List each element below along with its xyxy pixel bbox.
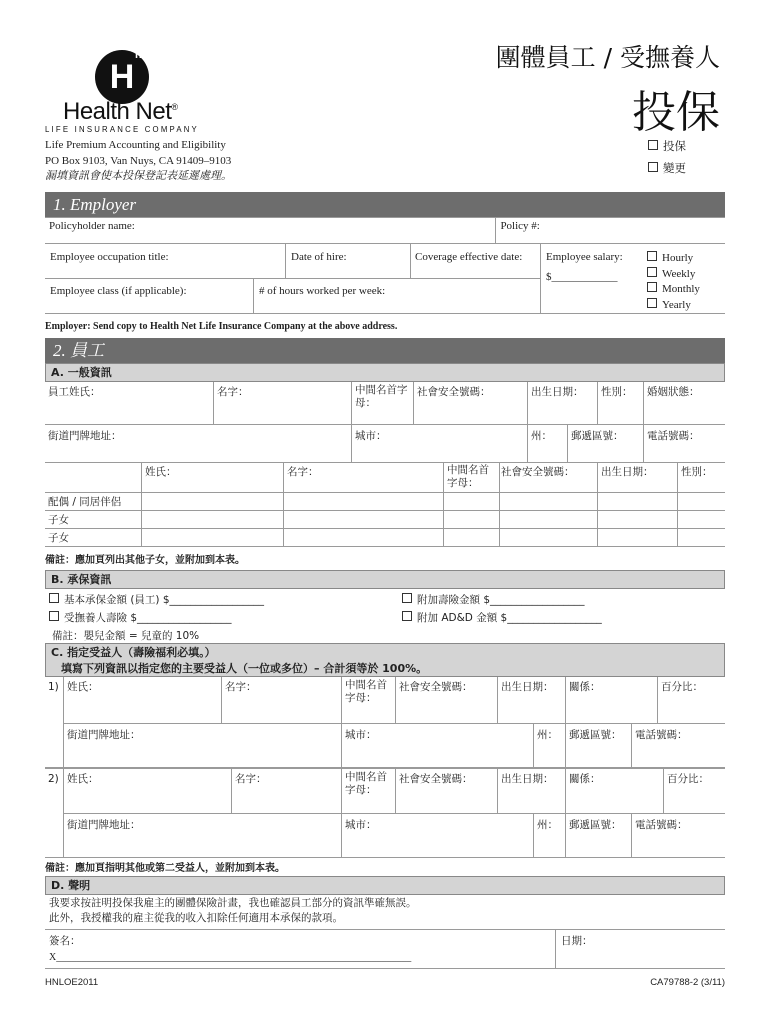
ben1-percent-field[interactable]: 百分比： [661, 681, 703, 693]
section-employer-heading: 1. Employer [45, 192, 725, 217]
form-title: 團體員工 / 受撫養人 [495, 43, 720, 72]
ben1-middle-field[interactable]: 中間名首字母： [345, 679, 387, 704]
checkbox-icon[interactable] [648, 162, 658, 172]
checkbox-icon[interactable] [402, 593, 412, 603]
freq-hourly[interactable]: Hourly [647, 251, 700, 267]
section-b-heading: B. 承保資訊 [45, 570, 725, 589]
dep-row-child2: 子女 [48, 532, 69, 544]
infant-memo: 備註：嬰兒金額 = 兒童的 10% [52, 630, 200, 642]
employer-note: Employer: Send copy to Health Net Life Insurance Company at the above address. [45, 321, 398, 332]
dep-row-spouse: 配偶 / 同居伴侶 [48, 496, 122, 508]
dep-row-child1: 子女 [48, 514, 69, 526]
address-line2: PO Box 9103, Van Nuys, CA 91409–9103 [45, 154, 232, 167]
dep-ssn-header: 社會安全號碼： [501, 466, 575, 478]
ben2-lastname-field[interactable]: 姓氏： [67, 773, 99, 785]
employee-lastname-field[interactable]: 員工姓氏： [48, 386, 101, 398]
ben2-percent-field[interactable]: 百分比： [667, 773, 709, 785]
employee-state-field[interactable]: 州： [531, 430, 552, 442]
dep-firstname-header: 名字： [287, 466, 319, 478]
checkbox-icon[interactable] [647, 298, 657, 308]
basic-amount-field[interactable]: 基本承保金額 (員工) $__________________ [49, 592, 264, 607]
ben1-street-field[interactable]: 街道門牌地址： [67, 729, 141, 741]
ben2-phone-field[interactable]: 電話號碼： [635, 819, 688, 831]
ben1-dob-field[interactable]: 出生日期： [501, 681, 554, 693]
health-net-logo [45, 45, 260, 140]
logo-superscript: n [135, 49, 142, 61]
ben1-zip-field[interactable]: 郵遞區號： [569, 729, 622, 741]
employee-class-field[interactable]: Employee class (if applicable): [50, 285, 187, 297]
employee-middle-field[interactable]: 中間名首字母： [355, 384, 408, 409]
hire-date-field[interactable]: Date of hire: [291, 251, 347, 263]
dependents-table [45, 462, 725, 547]
footer-form-code: HNLOE2011 [45, 977, 99, 988]
ben2-firstname-field[interactable]: 名字： [235, 773, 267, 785]
declaration-line2: 此外，我授權我的雇主從我的收入扣除任何適用本承保的款項。 [49, 912, 343, 924]
ben1-relation-field[interactable]: 關係： [569, 681, 601, 693]
employer-row2 [45, 243, 725, 314]
salary-line[interactable]: $____________ [546, 271, 618, 283]
adnd-field[interactable]: 附加 AD&D 金額 $__________________ [402, 610, 602, 625]
ben2-street-field[interactable]: 街道門牌地址： [67, 819, 141, 831]
logo-name: Health Net® [63, 98, 178, 125]
option-enroll[interactable]: 投保 [648, 138, 686, 154]
employer-table [45, 217, 725, 244]
employee-zip-field[interactable]: 郵遞區號： [571, 430, 624, 442]
checkbox-icon[interactable] [647, 282, 657, 292]
dep-sex-header: 性別： [681, 466, 713, 478]
section-c-instructions: 填寫下列資訊以指定您的主要受益人（一位或多位）– 合計須等於 100%。 [61, 662, 428, 675]
footer-doc-number: CA79788-2 (3/11) [650, 977, 725, 988]
policy-number-field[interactable]: Policy #: [496, 218, 725, 244]
ben1-lastname-field[interactable]: 姓氏： [67, 681, 99, 693]
employee-street-field[interactable]: 街道門牌地址： [48, 430, 122, 442]
supplemental-life-field[interactable]: 附加壽險金額 $__________________ [402, 592, 585, 607]
employee-ssn-field[interactable]: 社會安全號碼： [417, 386, 491, 398]
employee-city-field[interactable]: 城市： [355, 430, 387, 442]
beneficiary-1-number: 1) [48, 681, 59, 693]
signature-row [45, 929, 725, 969]
employee-info-block [45, 382, 725, 463]
ben1-state-field[interactable]: 州： [537, 729, 558, 741]
section-c-title: C. 指定受益人（壽險福利必填。） [51, 646, 216, 659]
checkbox-icon[interactable] [49, 593, 59, 603]
ben2-relation-field[interactable]: 關係： [569, 773, 601, 785]
freq-monthly[interactable]: Monthly [647, 282, 700, 298]
checkbox-icon[interactable] [647, 267, 657, 277]
address-warning: 漏填資訊會使本投保登記表延遲處理。 [45, 170, 232, 182]
dep-middle-header: 中間名首字母： [447, 464, 489, 489]
ben1-firstname-field[interactable]: 名字： [225, 681, 257, 693]
employee-phone-field[interactable]: 電話號碼： [647, 430, 700, 442]
ben2-zip-field[interactable]: 郵遞區號： [569, 819, 622, 831]
hours-field[interactable]: # of hours worked per week: [259, 285, 386, 297]
dependents-note: 備註：應加頁列出其他子女，並附加到本表。 [45, 555, 245, 566]
ben1-city-field[interactable]: 城市： [345, 729, 377, 741]
employee-dob-field[interactable]: 出生日期： [531, 386, 584, 398]
occupation-field[interactable]: Employee occupation title: [50, 251, 169, 263]
policyholder-field[interactable]: Policyholder name: [45, 218, 496, 244]
dep-dob-header: 出生日期： [601, 466, 654, 478]
section-d-heading: D. 聲明 [45, 876, 725, 895]
checkbox-icon[interactable] [49, 611, 59, 621]
employee-marital-field[interactable]: 婚姻狀態： [647, 386, 700, 398]
section-a-heading: A. 一般資訊 [45, 363, 725, 382]
ben2-city-field[interactable]: 城市： [345, 819, 377, 831]
coverage-date-field[interactable]: Coverage effective date: [415, 251, 523, 263]
checkbox-icon[interactable] [647, 251, 657, 261]
ben1-phone-field[interactable]: 電話號碼： [635, 729, 688, 741]
beneficiary-note: 備註：應加頁指明其他或第二受益人，並附加到本表。 [45, 863, 285, 874]
dep-lastname-header: 姓氏： [145, 466, 177, 478]
freq-weekly[interactable]: Weekly [647, 267, 700, 283]
logo-letter: H [109, 58, 135, 96]
salary-frequency [647, 251, 700, 313]
beneficiary-2-number: 2) [48, 773, 59, 785]
logo-subtitle: LIFE INSURANCE COMPANY [45, 125, 199, 134]
ben1-ssn-field[interactable]: 社會安全號碼： [399, 681, 473, 693]
salary-field[interactable]: Employee salary: [546, 251, 623, 263]
beneficiary-2-block [45, 768, 725, 858]
ben2-dob-field[interactable]: 出生日期： [501, 773, 554, 785]
address-line1: Life Premium Accounting and Eligibility [45, 139, 226, 151]
ben2-state-field[interactable]: 州： [537, 819, 558, 831]
option-change[interactable]: 變更 [648, 160, 686, 176]
date-field[interactable]: 日期： [561, 935, 593, 947]
beneficiary-1-block [45, 677, 725, 768]
dependent-life-field[interactable]: 受撫養人壽險 $__________________ [49, 610, 232, 625]
ben2-ssn-field[interactable]: 社會安全號碼： [399, 773, 473, 785]
form-title-main: 投保 [632, 87, 720, 138]
address-block [45, 138, 232, 185]
employee-sex-field[interactable]: 性別： [601, 386, 633, 398]
section-employee-heading: 2. 員工 [45, 338, 725, 363]
checkbox-icon[interactable] [402, 611, 412, 621]
freq-yearly[interactable]: Yearly [647, 298, 700, 314]
employee-firstname-field[interactable]: 名字： [217, 386, 249, 398]
declaration-line1: 我要求按註明投保我雇主的團體保險計畫，我也確認員工部分的資訊準確無誤。 [49, 897, 417, 909]
section-c-heading [45, 643, 725, 677]
signature-label: 簽名： [49, 935, 81, 947]
declaration-text [49, 896, 417, 926]
checkbox-icon[interactable] [648, 140, 658, 150]
ben2-middle-field[interactable]: 中間名首字母： [345, 771, 387, 796]
signature-line[interactable]: X_______________________________________________________________________ [49, 952, 412, 963]
